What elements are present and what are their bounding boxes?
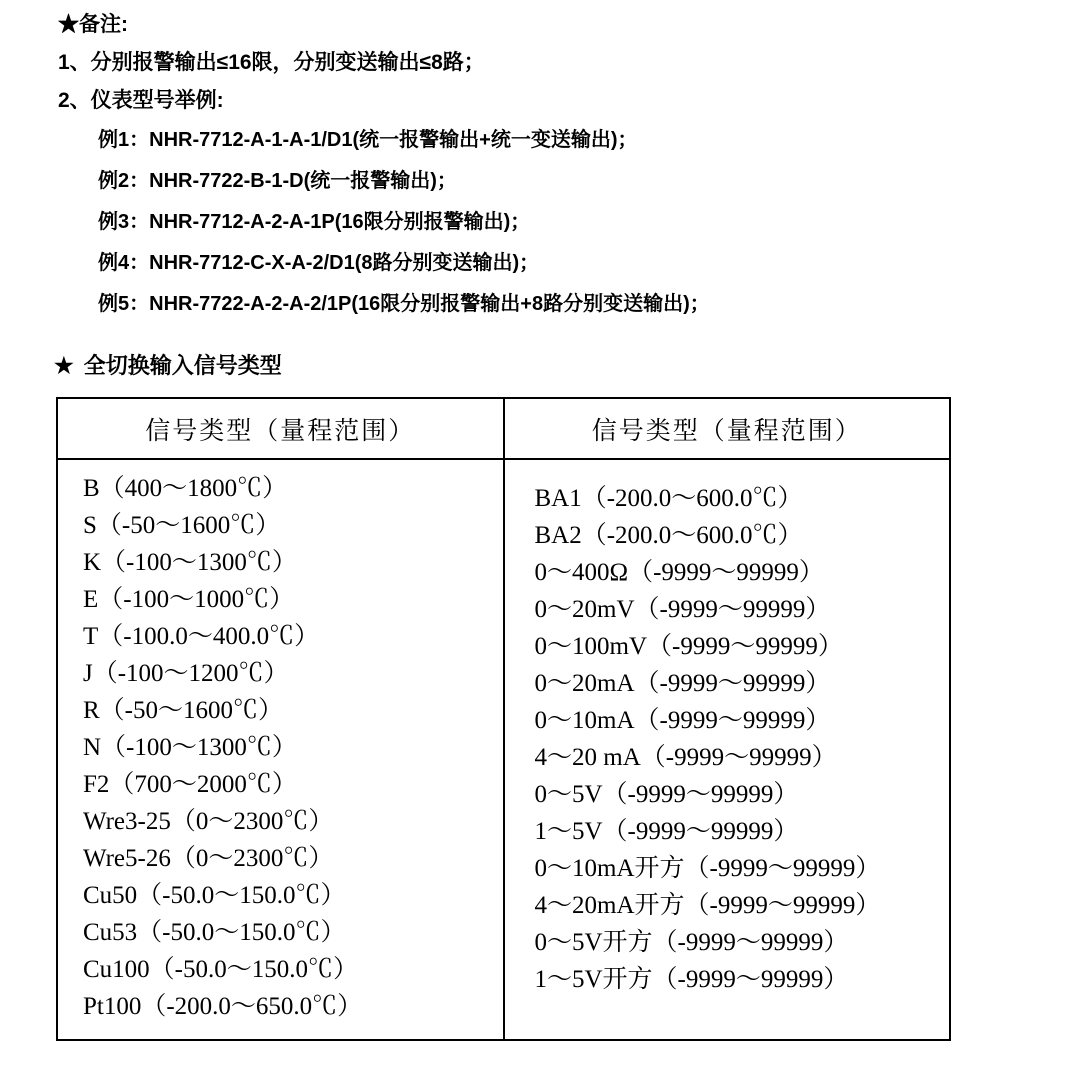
- list-item: 0～100mV（-9999～99999）: [534, 633, 843, 660]
- table-row: [57, 459, 950, 1040]
- model-example-2: 例2：NHR-7722-B-1-D(统一报警输出)；: [98, 170, 457, 192]
- list-item: BA1（-200.0～600.0℃）: [534, 485, 803, 512]
- model-example-4: 例4：NHR-7712-C-X-A-2/D1(8路分别变送输出)；: [98, 252, 540, 274]
- list-item: 0～10mA开方（-9999～99999）: [534, 855, 881, 882]
- list-item: 4～20mA开方（-9999～99999）: [534, 892, 881, 919]
- left-signal-cell: [57, 459, 504, 1040]
- table-header-row: [57, 398, 950, 459]
- right-signal-cell: [504, 459, 951, 1040]
- list-item: 0～5V（-9999～99999）: [534, 781, 799, 808]
- model-example-3: 例3：NHR-7712-A-2-A-1P(16限分别报警输出)；: [98, 211, 531, 233]
- left-signal-list: [58, 470, 503, 1025]
- list-item: 0～10mA（-9999～99999）: [534, 707, 831, 734]
- list-item: F2（700～2000℃）: [83, 771, 297, 798]
- model-example-5: 例5：NHR-7722-A-2-A-2/1P(16限分别报警输出+8路分别变送输出)；: [98, 293, 710, 315]
- right-signal-list: [505, 480, 950, 998]
- list-item: 0～400Ω（-9999～99999）: [534, 559, 824, 586]
- list-item: Wre3-25（0～2300℃）: [83, 808, 334, 835]
- list-item: Cu100（-50.0～150.0℃）: [83, 956, 359, 983]
- list-item: 0～20mA（-9999～99999）: [534, 670, 831, 697]
- list-item: K（-100～1300℃）: [83, 549, 297, 576]
- list-item: 0～20mV（-9999～99999）: [534, 596, 831, 623]
- list-item: T（-100.0～400.0℃）: [83, 623, 320, 650]
- model-example-1: 例1：NHR-7712-A-1-A-1/D1(统一报警输出+统一变送输出)；: [98, 129, 638, 151]
- list-item: 1～5V（-9999～99999）: [534, 818, 799, 845]
- list-item: 0～5V开方（-9999～99999）: [534, 929, 849, 956]
- table-header-right: 信号类型（量程范围）: [504, 398, 951, 459]
- list-item: Cu50（-50.0～150.0℃）: [83, 882, 346, 909]
- signal-type-table: [56, 397, 951, 1041]
- notes-line-2: 2、仪表型号举例:: [58, 89, 224, 112]
- list-item: R（-50～1600℃）: [83, 697, 284, 724]
- list-item: E（-100～1000℃）: [83, 586, 295, 613]
- section-heading-label: 全切换输入信号类型: [83, 353, 282, 378]
- list-item: S（-50～1600℃）: [83, 512, 281, 539]
- notes-line-1: 1、分别报警输出≤16限，分别变送输出≤8路；: [58, 51, 485, 74]
- list-item: 4～20 mA（-9999～99999）: [534, 744, 837, 771]
- section-heading: [54, 349, 1040, 383]
- list-item: J（-100～1200℃）: [83, 660, 289, 687]
- list-item: Cu53（-50.0～150.0℃）: [83, 919, 346, 946]
- list-item: Wre5-26（0～2300℃）: [83, 845, 334, 872]
- notes-title: ★备注:: [58, 13, 128, 36]
- table-header-left: 信号类型（量程范围）: [57, 398, 504, 459]
- list-item: N（-100～1300℃）: [83, 734, 297, 761]
- list-item: 1～5V开方（-9999～99999）: [534, 966, 849, 993]
- list-item: BA2（-200.0～600.0℃）: [534, 522, 803, 549]
- list-item: Pt100（-200.0～650.0℃）: [83, 993, 363, 1020]
- list-item: B（400～1800℃）: [83, 475, 288, 502]
- star-icon: ★: [54, 353, 74, 378]
